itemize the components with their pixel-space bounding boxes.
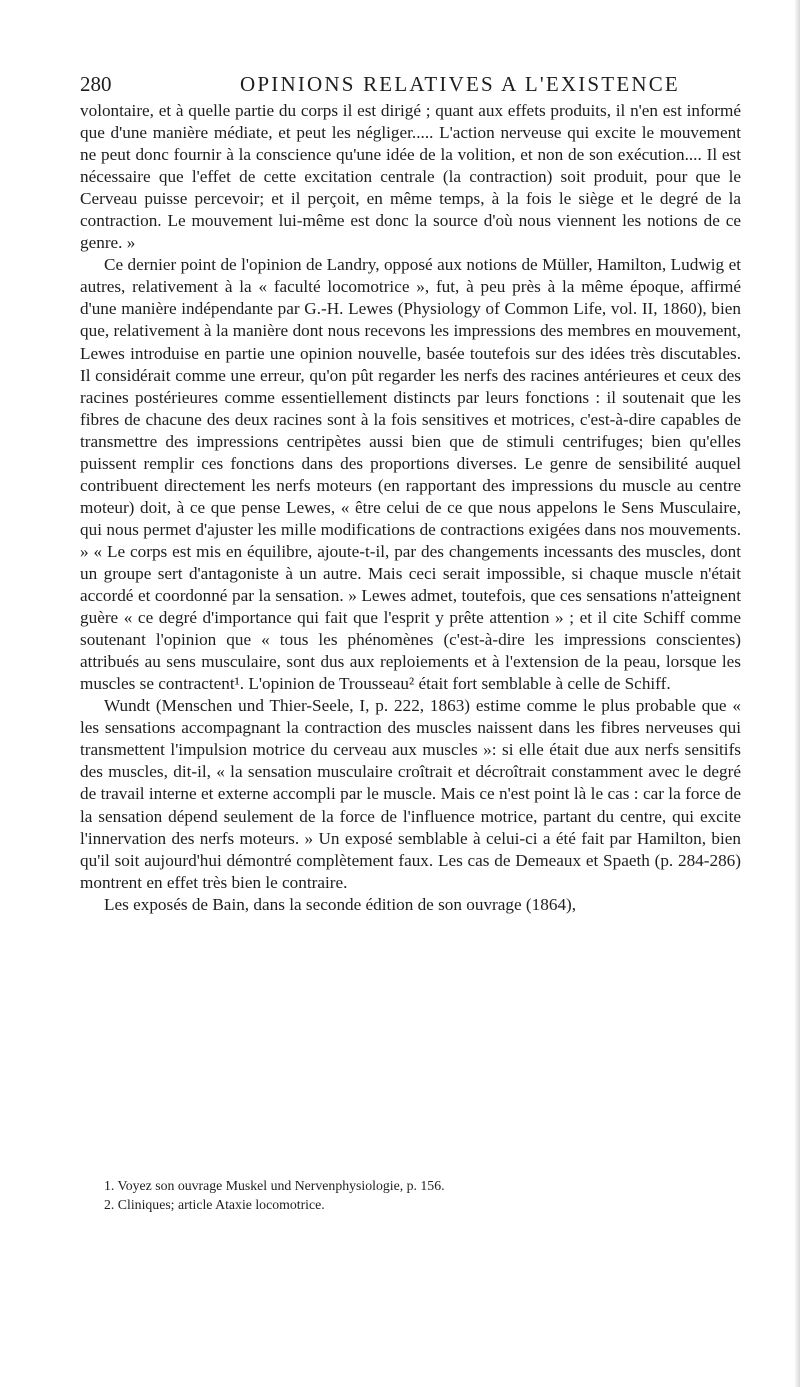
paragraph: Ce dernier point de l'opinion de Landry, opposé aux notions de Müller, Hamilton, Ludwig et autres, relativement à la « faculté locomotrice », fut, à peu près à la même époque, affirmé d'une manière indépendante par G.-H. Lewes (Physiology of Common Life, vol. II, 1860), bien que, relativement à la manière dont nous recevons les impressions des membres en mouvement, Lewes introduise en partie une opinion nouvelle, basée toutefois sur des idées très discutables. Il considérait comme une erreur, qu'on pût regarder les nerfs des racines antérieures et ceux des racines postérieures comme essentiellement distincts par leurs fonctions : il soutenait que les fibres de chacune des deux racines sont à la fois sensitives et motrices, c'est-à-dire capables de transmettre des impressions centripètes aussi bien que de stimuli centrifuges; bien qu'elles puissent remplir ces fonctions dans des proportions diverses. Le genre de sensibilité auquel contribuent directement les nerfs moteurs (en rapportant des impressions du muscle au centre moteur) doit, à ce que pense Lewes, « être celui de ce que nous appelons le Sens Musculaire, qui nous permet d'ajuster les mille modifications de contractions exigées dans nos mouvements. » « Le corps est mis en équilibre, ajoute-t-il, par des changements incessants des muscles, dont un groupe sert d'antagoniste à un autre. Mais ceci serait impossible, si chaque muscle n'était accordé et coordonné par la sensation. » Lewes admet, toutefois, que ces sensations n'atteignent guère « ce degré d'importance qui fait que l'esprit y prête attention » ; et il cite Schiff comme soutenant l'opinion que « tous les phénomènes (c'est-à-dire les impressions conscientes) attribués au sens musculaire, sont dus aux reploiements et à l'extension de la peau, lorsque les muscles se contractent¹. L'opinion de Trousseau² était fort semblable à celle de Schiff. [80, 255, 741, 694]
paragraph: Wundt (Menschen und Thier-Seele, I, p. 222, 1863) estime comme le plus probable que « les sensations accompagnant la contraction des muscles naissent dans les fibres nerveuses qui transmettent l'impulsion motrice du cerveau aux muscles »: si elle était due aux nerfs sensitifs des muscles, dit-il, « la sensation musculaire croîtrait et décroîtrait constamment avec le degré de travail interne et externe accompli par le muscle. Mais ce n'est point là le cas : car la force de la sensation dépend seulement de la force de l'influence motrice, partant du centre, qui excite l'innervation des nerfs moteurs. » Un exposé semblable à celui-ci a été fait par Hamilton, bien qu'il soit aujourd'hui démontré complètement faux. Les cas de Demeaux et Spaeth (p. 284-286) montrent en effet très bien le contraire. [80, 696, 741, 892]
page-edge-shadow [794, 0, 800, 1387]
body-text [80, 100, 741, 916]
footnote: 2. Cliniques; article Ataxie locomotrice. [104, 1197, 325, 1212]
page-header [80, 72, 740, 100]
paragraph: volontaire, et à quelle partie du corps il est dirigé ; quant aux effets produits, il n'en est informé que d'une manière médiate, et peut les négliger..... L'action nerveuse qui excite le mouvement ne peut donc fournir à la conscience qu'une idée de la volition, et non de son exécution.... Il est nécessaire que l'effet de cette excitation centrale (la contraction) soit produit, pour que le Cerveau puisse percevoir; et il perçoit, en même temps, à la fois le siège et le degré de la contraction. Le mouvement lui-même est donc la source d'où nous viennent les notions de ce genre. » [80, 101, 741, 253]
paragraph: Les exposés de Bain, dans la seconde édition de son ouvrage (1864), [104, 894, 577, 914]
footnotes [80, 1176, 741, 1214]
footnote: 1. Voyez son ouvrage Muskel und Nervenphysiologie, p. 156. [104, 1178, 445, 1193]
running-title: OPINIONS RELATIVES A L'EXISTENCE [240, 72, 680, 96]
page-number: 280 [80, 72, 112, 96]
